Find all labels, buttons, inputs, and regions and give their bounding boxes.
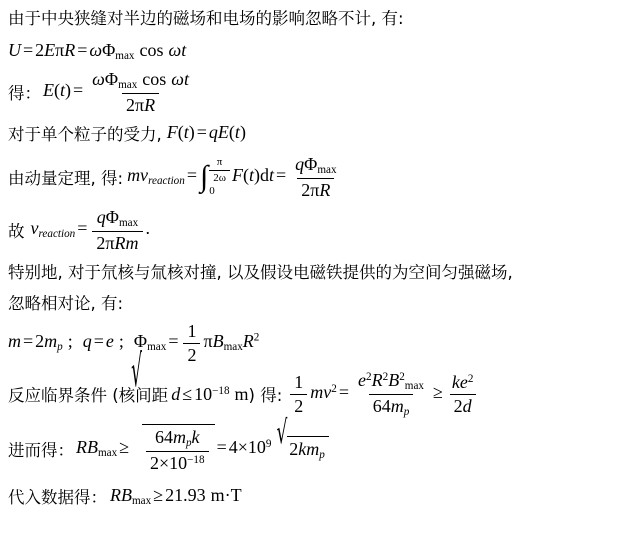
line-1-text: 由于中央狭缝对半边的磁场和电场的影响忽略不计, 有: — [8, 9, 404, 28]
formula-line-6 — [0, 205, 637, 255]
line-7-text: 特别地, 对于氘核与氚核对撞, 以及假设电磁铁提供的为空间匀强磁场, — [8, 262, 513, 282]
line-8-text: 忽略相对论, 有: — [8, 294, 124, 313]
line-5-lead: 由动量定理, 得: — [8, 169, 124, 188]
formula-4: F(t) = qE(t) — [166, 122, 246, 142]
formula-line-4 — [0, 116, 637, 149]
line-10-lead2: ) 得: — [248, 386, 283, 405]
formula-line-9 — [0, 318, 637, 368]
sqrt-right: √ 2kmp — [276, 436, 328, 462]
line-10-lead: 反应临界条件 (核间距 — [8, 386, 169, 405]
line-6-lead: 故 — [8, 222, 25, 241]
line-3-lead: 得： — [8, 84, 41, 103]
line-4-lead: 对于单个粒子的受力, — [8, 124, 162, 144]
formula-6: vreaction = $\frac{q\Phi_{max}}{\text{2πRm}}$ . — [30, 207, 151, 253]
formula-11: $RB_{max}$ ≥ √ $\frac{\text{64mpk}}{2\times 10^{-18}}$ = $4\times 10^9$ √ 2kmp — [76, 424, 329, 474]
formula-3: E(t) = $\frac{\omega\Phi_{max} \cos \omega t}{2\pi R}$ — [43, 69, 189, 115]
integral-symbol: ∫ $\frac{\pi}{2\omega}$ 0 — [200, 156, 231, 197]
line-11-lead: 进而得： — [8, 441, 74, 460]
formula-line-10 — [0, 368, 637, 420]
formula-line-12 — [0, 478, 637, 514]
formula-line-3 — [0, 68, 637, 116]
formula-9: m = 2mp ; q = e ; $\Phi_{max}$ = $\frac{1}{2}$ $\pi B_{max}R^2$ — [8, 321, 260, 365]
text-line-1 — [0, 0, 637, 34]
formula-10: $\frac{1}{2}$ $mv^2$ = $\frac{e^2R^2B^2_{max}}{64mp}$ ≥ $\frac{ke^2}{2d}$ — [287, 370, 480, 418]
text-line-8 — [0, 286, 637, 318]
formula-12: $RB_{max} \ge 21.93$ m·T — [110, 484, 242, 508]
formula-line-5 — [0, 149, 637, 205]
formula-5: mvreaction = ∫ $\frac{\pi}{2\omega}$ 0 F(t)dt = $\frac{q\Phi_{max}}{2\pi R}$ — [127, 154, 337, 200]
text-line-7 — [0, 255, 637, 286]
line-12-lead: 代入数据得： — [8, 488, 107, 507]
formula-2: $U = 2E\pi R = \omega\Phi_{max}$ cos ωt — [8, 39, 187, 63]
line-10-condition: $d \le 10^{-18}$ m — [171, 383, 249, 404]
formula-line-2 — [0, 34, 637, 68]
sqrt-left: √ $\frac{\text{64mpk}}{2\times 10^{-18}}$ — [131, 424, 214, 474]
